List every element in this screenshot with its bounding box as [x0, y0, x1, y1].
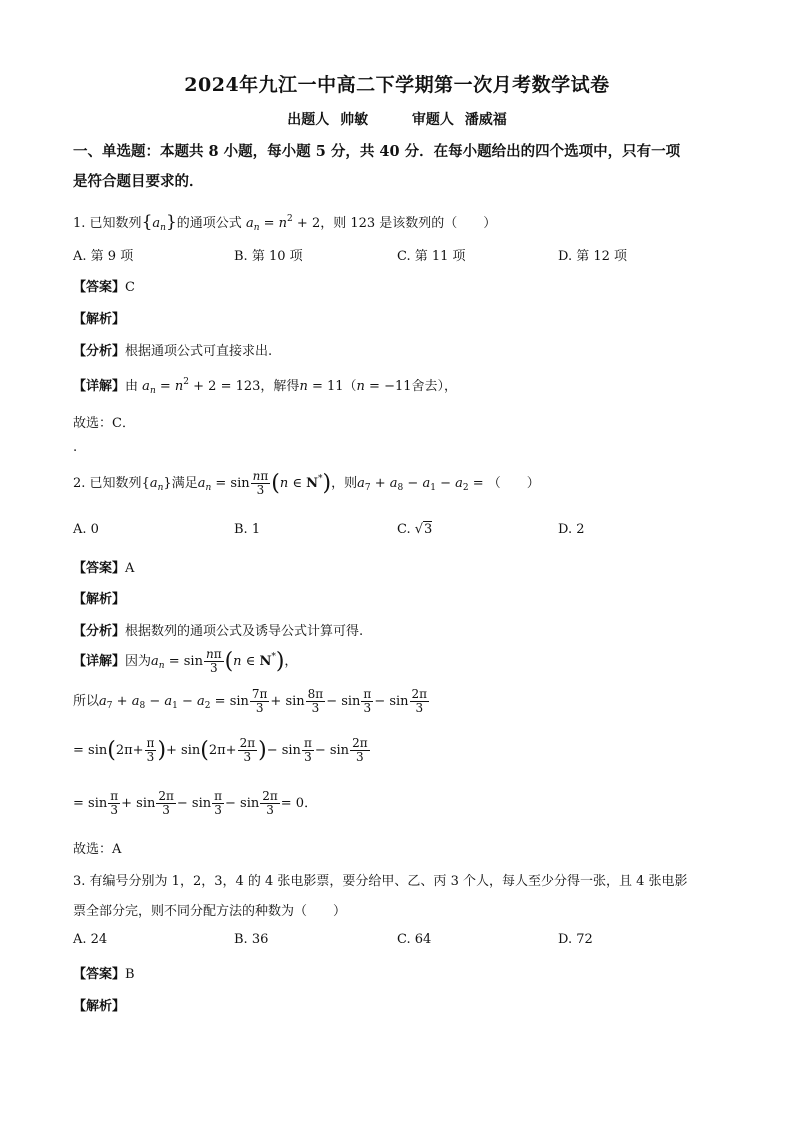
- q3-analysis-label: 【解析】: [73, 999, 126, 1014]
- q3-stem-text-1: 有编号分别为 1，2，3，4 的 4 张电影票，要分给甲、乙、丙 3 个人，每人至少分得一张，且 4 张电影: [89, 874, 688, 889]
- q1-option-a: A. 第 9 项: [73, 249, 134, 264]
- q2-choose: [73, 838, 121, 857]
- q3-option-c: C. 64: [397, 932, 432, 947]
- q1-answer-value: C: [125, 280, 135, 295]
- q3-number: 3.: [73, 874, 86, 889]
- q2-step3: = sin $\frac{\pi}{3}$ + sin $\frac{2\pi}{3}$ − sin $\frac{\pi}{3}$ − sin $\frac{2\pi}{3}$ = 0．: [73, 789, 318, 818]
- q1-xj-text-a: 由: [125, 379, 139, 394]
- q3-option-d: D. 72: [558, 932, 593, 947]
- q2-stem-text-b: 满足: [171, 476, 198, 492]
- q1-option-b: B. 第 10 项: [234, 249, 303, 264]
- q2-number: 2.: [73, 476, 86, 492]
- q1-option-d: D. 第 12 项: [558, 249, 628, 264]
- q2-so-label: 所以: [73, 694, 100, 710]
- q2-stem-text-c: ，则: [331, 476, 358, 492]
- q2-xj-text-a: 因为: [125, 654, 152, 670]
- q3-answer-value: B: [125, 967, 135, 982]
- answer-label: 【答案】: [73, 561, 126, 576]
- q1-stem-text-a: 已知数列: [89, 216, 142, 231]
- setter-name: 帅敏: [340, 112, 369, 128]
- reviewer-label: 审题人: [411, 112, 454, 128]
- q2-stem: 2. 已知数列$\{a_n\}$满足$a_n = \sin$ $\frac{n\pi}{3}$ (n ∈ N*)，则$a_7 + a_8 - a_1 - a_2$ = （ ）: [73, 469, 540, 498]
- q3-answer: [73, 963, 135, 982]
- fenxi-label: 【分析】: [73, 344, 126, 359]
- answer-label: 【答案】: [73, 280, 126, 295]
- q2-step1: 所以$a_7 + a_8 - a_1 - a_2 = \sin$ $\frac{7\pi}{3}$ + sin $\frac{8\pi}{3}$ − sin $\frac{\pi}{3}$ − sin $\frac{2\pi}{3}$: [73, 687, 428, 716]
- q1-stem: 1. 已知数列$\{a_n\}$的通项公式 $a_n = n^2 + 2$，则 123 是该数列的（ ）: [73, 212, 497, 233]
- setter-label: 出题人: [287, 112, 330, 128]
- q3-stem-line2: 票全部分完，则不同分配方法的种数为（ ）: [73, 904, 347, 919]
- q1-option-c: C. 第 11 项: [397, 249, 466, 264]
- q1-answer: [73, 276, 135, 295]
- q2-answer-value: A: [125, 561, 135, 576]
- q1-fenxi-text: 根据通项公式可直接求出.: [125, 344, 273, 359]
- q1-analysis-label: 【解析】: [73, 312, 126, 327]
- exam-title: 2024年九江一中高二下学期第一次月考数学试卷: [184, 74, 610, 96]
- q1-end-dot: .: [73, 440, 78, 455]
- q1-choose-value: C．: [112, 416, 135, 431]
- q2-answer: [73, 557, 134, 576]
- q3-stem-line1: [73, 870, 688, 889]
- q1-choose: [73, 412, 135, 431]
- q1-xj-text-c: （: [343, 379, 357, 394]
- q2-analysis-label: 【解析】: [73, 592, 126, 607]
- xiangjie-label: 【详解】: [73, 654, 126, 670]
- q2-option-b: B. 1: [234, 522, 261, 537]
- section-heading-line1: 一、单选题：本题共 8 小题，每小题 5 分，共 40 分．在每小题给出的四个选项中，只有一项: [73, 143, 681, 160]
- q1-xj-text-d: 舍去），: [411, 379, 458, 394]
- fenxi-label: 【分析】: [73, 624, 126, 639]
- q1-fenxi: [73, 340, 272, 359]
- reviewer-name: 潘威福: [464, 112, 507, 128]
- q3-option-b: B. 36: [234, 932, 269, 947]
- choose-label: 故选：: [73, 416, 113, 431]
- choose-label: 故选：: [73, 842, 113, 857]
- q1-stem-text-b: 的通项公式: [176, 216, 242, 231]
- xiangjie-label: 【详解】: [73, 379, 126, 394]
- q1-number: 1.: [73, 216, 86, 231]
- q2-fenxi-text: 根据数列的通项公式及诱导公式计算可得.: [125, 624, 364, 639]
- q2-option-d: D. 2: [558, 522, 585, 537]
- q2-fenxi: [73, 620, 363, 639]
- q2-stem-text-a: 已知数列: [89, 476, 142, 492]
- q1-stem-text-c: ，则 123 是该数列的（ ）: [320, 216, 497, 231]
- answer-label: 【答案】: [73, 967, 126, 982]
- q1-xj-text-b: ，解得: [260, 379, 300, 394]
- q2-stem-text-d: （ ）: [487, 476, 540, 492]
- q2-option-c: C. √3: [397, 522, 433, 537]
- q2-xiangjie: 【详解】因为$a_n = \sin$ $\frac{n\pi}{3}$ (n ∈ N*)，: [73, 647, 298, 676]
- q2-choose-value: A: [112, 842, 122, 857]
- q1-xiangjie: 【详解】由 $a_n = n^2 + 2 = 123$，解得n = 11（n = −11舍去），: [73, 377, 458, 396]
- section-heading-line2: 是符合题目要求的．: [73, 173, 204, 190]
- q2-step2: = sin(2π+ $\frac{\pi}{3}$ )+ sin(2π+ $\frac{2\pi}{3}$ )− sin $\frac{\pi}{3}$ − sin $\frac{2\pi}{3}$: [73, 736, 368, 765]
- author-line: [0, 109, 794, 129]
- q3-option-a: A. 24: [73, 932, 108, 947]
- q2-option-a: A. 0: [73, 522, 99, 537]
- q2-option-c-label: C.: [397, 522, 415, 537]
